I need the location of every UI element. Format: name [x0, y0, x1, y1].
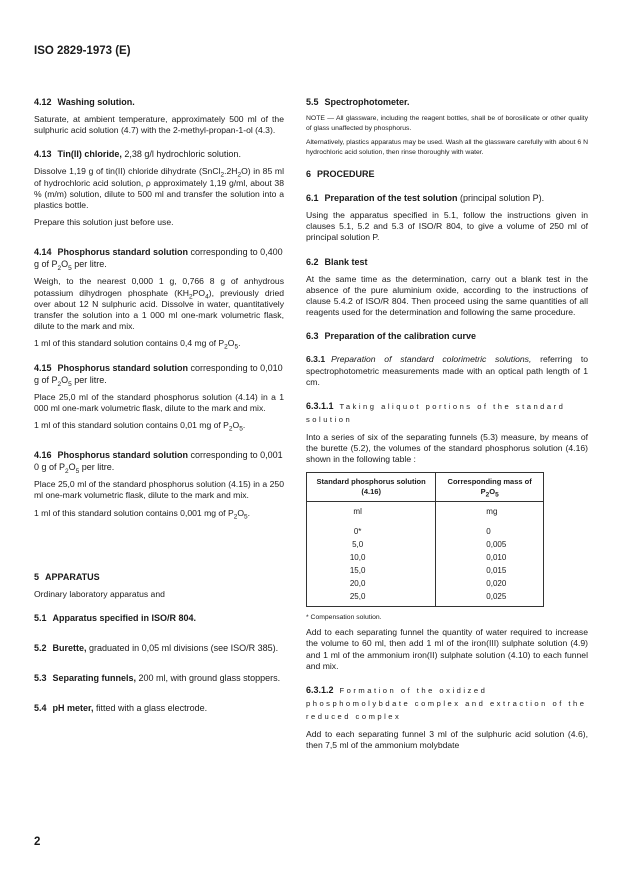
heading-4-13: 4.13 Tin(II) chloride, 2,38 g/l hydrochloric solution. [34, 149, 241, 160]
heading-5-2: 5.2 Burette, graduated in 0,05 ml divisions (see ISO/R 385). [34, 643, 279, 654]
table-unit-ml: ml [307, 501, 436, 525]
table-footnote: * Compensation solution. [306, 613, 382, 621]
heading-6-3-1-2: 6.3.1.2 Formation of the oxidized phosphomolybdate complex and extraction of the reduced complex [306, 684, 587, 721]
calibration-table [306, 472, 544, 607]
heading-5-5: 5.5 Spectrophotometer. [306, 97, 410, 107]
text-4-12: Saturate, at ambient temperature, approximately 500 ml of the sulphuric acid solution (4.7) with the 2-methyl-propan-1-ol (4.3). [34, 114, 284, 136]
text-6-3-1-1: Into a series of six of the separating funnels (5.3) measure, by means of the burette (5.2), the volumes of the standard phosphorus solution (4.16) shown in the following table : [306, 432, 588, 465]
note-plastics: Alternatively, plastics apparatus may be used. Wash all the glassware carefully with about 6 N hydrochloric acid solution, then rinse thoroughly with water. [306, 139, 588, 156]
note-glassware: NOTE — All glassware, including the reagent bottles, shall be of borosilicate or other quality of glass unaffected by phosphorus. [306, 115, 588, 132]
text-4-16: Place 25,0 ml of the standard phosphorus solution (4.15) in a 250 ml one-mark volumetric flask, dilute to the mark and mix. [34, 479, 284, 501]
text-4-16-content: 1 ml of this standard solution contains 0,001 mg of $P_2O_5$. [34, 507, 251, 521]
table-row: 15,0 0,015 [307, 564, 544, 577]
table-row: 0* 0 [307, 525, 544, 538]
heading-6-3-1-1: 6.3.1.1 Taking aliquot portions of the standard solution [306, 401, 566, 425]
table-unit-mg: mg [436, 501, 544, 525]
heading-6: 6 PROCEDURE [306, 169, 375, 179]
text-4-13-note: Prepare this solution just before use. [34, 217, 174, 228]
text-6-2: At the same time as the determination, carry out a blank test in the absence of the pure aluminium oxide, according to the instructions of clause 5.4.2 of ISO/R 804. Then proceed using the same quantities of all reagents used for the determination and following the same procedure. [306, 273, 588, 318]
heading-6-3: 6.3 Preparation of the calibration curve [306, 331, 477, 342]
text-after-table: Add to each separating funnel the quantity of water required to increase the volume to 60 ml, then add 1 ml of the iron(III) sulphate solution (4.9) and 1 ml of the ammonium iron(II) sulphate solution (4.10) to each funnel and mix. [306, 627, 588, 671]
table-row: 25,0 0,025 [307, 590, 544, 607]
page-number: 2 [34, 836, 41, 848]
text-4-14-content: 1 ml of this standard solution contains 0,4 mg of $P_2O_5$. [34, 338, 241, 352]
text-6-3-1: 6.3.1 Preparation of standard colorimetric solutions, referring to spectrophotometric measurements made with an optical path length of 1 cm. [306, 354, 588, 387]
heading-6-2: 6.2 Blank test [306, 256, 368, 267]
document-header: ISO 2829-1973 (E) [34, 45, 131, 57]
heading-4-16: 4.16 Phosphorus standard solution corresponding to 0,001 0 g of $P_2O_5$ per litre. [34, 450, 283, 476]
table-row: 10,0 0,010 [307, 551, 544, 564]
heading-4-12: 4.12 Washing solution. [34, 97, 135, 107]
text-6-3-1-2: Add to each separating funnel 3 ml of the sulphuric acid solution (4.6), then 7,5 ml of the ammonium molybdate [306, 728, 588, 751]
left-column [34, 96, 284, 720]
text-4-15: Place 25,0 ml of the standard phosphorus solution (4.14) in a 1 000 ml one-mark volumetric flask, dilute to the mark and mix. [34, 391, 284, 413]
heading-5-3: 5.3 Separating funnels, 200 ml, with ground glass stoppers. [34, 673, 281, 684]
right-column [306, 96, 588, 757]
text-4-14: Weigh, to the nearest 0,000 1 g, 0,766 8 g of anhydrous potassium dihydrogen phosphate $(KH_2PO_4)$, previously dried over about 12 N sulphuric acid. Dissolve in water, quantitatively transfer the solution into a 1 000 ml one-mark volumetric flask, dilute to the mark and mix. [34, 276, 285, 332]
table-header-volume: Standard phosphorus solution (4.16) [307, 472, 436, 501]
text-4-13: Dissolve 1,19 g of tin(II) chloride dihydrate $(SnCl_2.2H_2O)$ in 85 ml of hydrochloric acid solution, ρ approximately 1,19 g/ml, about 38 % (m/m) solution, dilute to 500 ml and transfer the solution into a plastics bottle. [34, 166, 284, 211]
heading-5-1: 5.1 Apparatus specified in ISO/R 804. [34, 613, 197, 624]
heading-4-15: 4.15 Phosphorus standard solution corresponding to 0,010 g of $P_2O_5$ per litre. [34, 362, 283, 388]
text-4-15-content: 1 ml of this standard solution contains 0,01 mg of $P_2O_5$. [34, 420, 246, 433]
heading-5: 5 APPARATUS [34, 571, 100, 582]
table-row: 5,0 0,005 [307, 538, 544, 551]
heading-5-4: 5.4 pH meter, fitted with a glass electrode. [34, 703, 208, 714]
text-5: Ordinary laboratory apparatus and [34, 588, 165, 599]
heading-6-1: 6.1 Preparation of the test solution (principal solution P). [306, 193, 545, 203]
text-6-1: Using the apparatus specified in 5.1, follow the instructions given in clauses 5.1, 5.2 and 5.3 of ISO/R 804, to give a volume of 250 ml of principal solution P. [306, 210, 588, 243]
table-row: 20,0 0,020 [307, 577, 544, 590]
heading-4-14: 4.14 Phosphorus standard solution corresponding to 0,400 g of $P_2O_5$ per litre. [34, 247, 283, 273]
table-header-mass: Corresponding mass of $P_2O_5$ [436, 472, 544, 501]
